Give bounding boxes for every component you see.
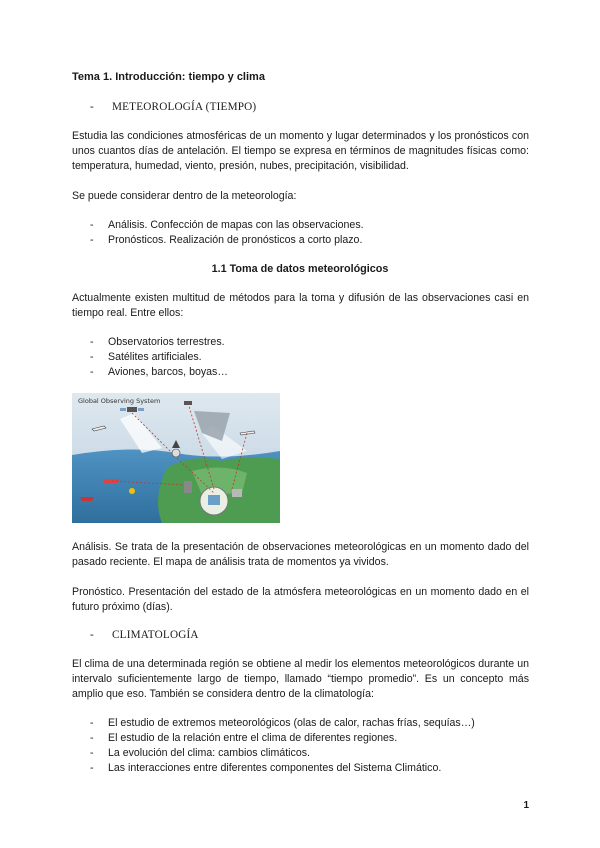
section-label: METEOROLOGÍA (TIEMPO): [112, 101, 257, 113]
satellite-icon: [127, 407, 137, 412]
list-meteorologia: [90, 218, 364, 248]
paragraph-meteorologia: Estudia las condiciones atmosféricas de un momento y lugar determinados y los pronósticos con unos cuantos días de antelación. El tiempo se expresa en términos de magnitudes físicas como: temperatura, humedad, viento, presión, nubes, precipitación, visibilidad.: [72, 130, 529, 172]
section-label: CLIMATOLOGÍA: [112, 629, 199, 641]
list-item: - Aviones, barcos, boyas…: [90, 365, 228, 380]
section-heading-meteorologia: [90, 101, 256, 113]
paragraph-pronostico: Pronóstico. Presentación del estado de la atmósfera meteorológicas en un momento dado en el futuro próximo (días).: [72, 586, 529, 613]
section-dash: -: [90, 101, 94, 113]
subsection-title: 1.1 Toma de datos meteorológicos: [211, 263, 389, 275]
list-item: - El estudio de la relación entre el clima de diferentes regiones.: [90, 731, 475, 746]
buoy-icon: [129, 488, 135, 494]
list-item: - Pronósticos. Realización de pronósticos a corto plazo.: [90, 233, 364, 248]
list-climatologia: [90, 716, 475, 776]
page-title: Tema 1. Introducción: tiempo y clima: [72, 71, 265, 83]
paragraph-toma-datos: Actualmente existen multitud de métodos para la toma y difusión de las observaciones casi en tiempo real. Entre ellos:: [72, 292, 529, 319]
list-item: - Satélites artificiales.: [90, 350, 228, 365]
list-item: - La evolución del clima: cambios climáticos.: [90, 746, 475, 761]
global-observing-system-figure: [72, 393, 280, 523]
paragraph-climatologia: El clima de una determinada región se obtiene al medir los elementos meteorológicos durante un intervalo suficientemente largo de tiempo, llamado “tiempo promedio”. Es un concepto más amplio que eso. También se considera dentro de la climatología:: [72, 658, 529, 700]
section-heading-climatologia: [90, 629, 199, 641]
list-metodos: [90, 335, 228, 380]
paragraph-analisis: Análisis. Se trata de la presentación de observaciones meteorológicas en un momento dado del pasado reciente. El mapa de análisis trata de momentos ya vividos.: [72, 541, 529, 568]
figure-label: Global Observing System: [78, 397, 161, 405]
observing-system-illustration: [72, 393, 280, 523]
list-item: - Las interacciones entre diferentes componentes del Sistema Climático.: [90, 761, 475, 776]
list-item: - El estudio de extremos meteorológicos (olas de calor, rachas frías, sequías…): [90, 716, 475, 731]
page-number: 1: [523, 800, 529, 811]
section-dash: -: [90, 629, 94, 641]
list-item: - Observatorios terrestres.: [90, 335, 228, 350]
list-item: - Análisis. Confección de mapas con las observaciones.: [90, 218, 364, 233]
paragraph-dentro-meteorologia: Se puede considerar dentro de la meteorología:: [72, 190, 297, 202]
